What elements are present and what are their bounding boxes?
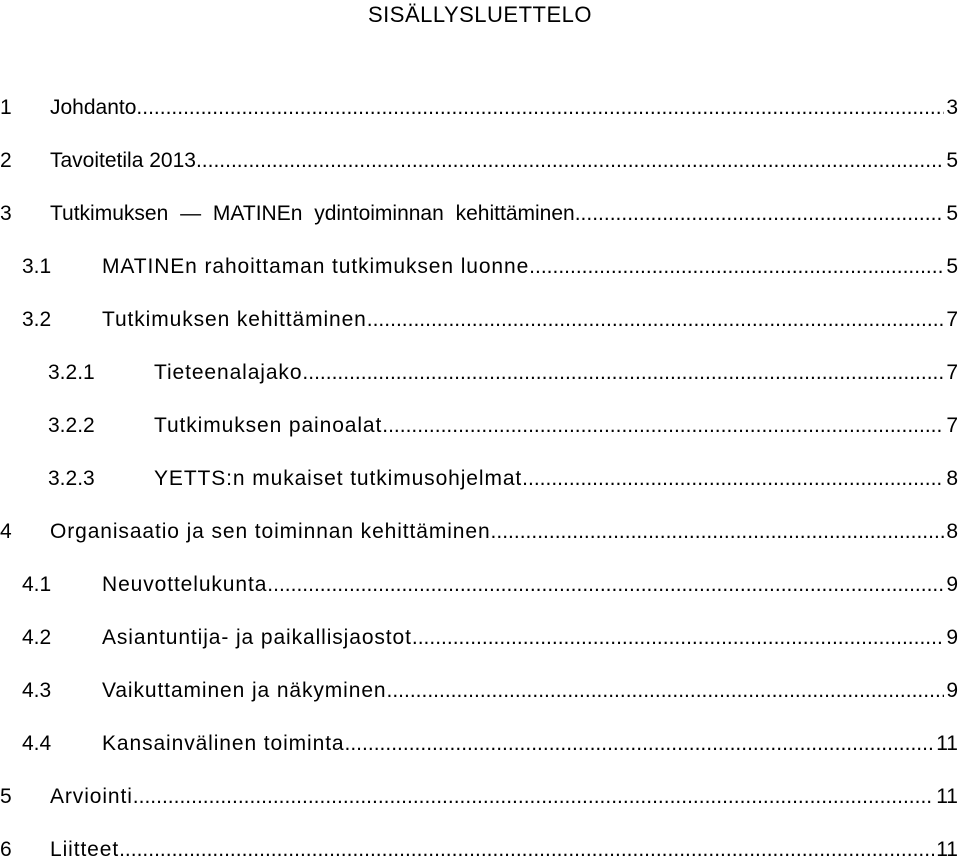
toc-entry-label: MATINEn rahoittaman tutkimuksen luonne [102, 255, 530, 278]
toc-entry-5[interactable] [0, 782, 958, 812]
toc-entry-number: 3.1 [22, 255, 52, 278]
toc-entry-page: 8 [946, 467, 958, 490]
toc-dot-leader [196, 146, 944, 176]
toc-entry-page: 9 [946, 626, 958, 649]
toc-entry-4-3[interactable] [0, 676, 958, 706]
toc-entry-3-2[interactable] [0, 305, 958, 335]
toc-entry-page: 7 [946, 308, 958, 331]
toc-entry-1[interactable] [0, 93, 958, 123]
toc-entry-label: Liitteet [50, 838, 120, 861]
toc-entry-page: 3 [946, 96, 958, 119]
toc-entry-3[interactable] [0, 199, 958, 229]
toc-entry-page: 11 [936, 732, 958, 755]
toc-entry-3-2-2[interactable] [0, 411, 958, 441]
toc-entry-page: 7 [946, 361, 958, 384]
toc-entry-label: Johdanto [50, 96, 137, 119]
toc-entry-number: 5 [0, 785, 12, 808]
toc-entry-4[interactable] [0, 517, 958, 547]
toc-entry-page: 5 [946, 202, 958, 225]
toc-entry-label: Asiantuntija- ja paikallisjaostot [102, 626, 412, 649]
toc-dot-leader [136, 93, 944, 123]
toc-dot-leader [119, 835, 934, 865]
toc-dot-leader [345, 729, 935, 759]
toc-entry-number: 3.2.1 [48, 361, 95, 384]
toc-dot-leader [529, 252, 944, 282]
toc-entry-page: 11 [936, 838, 958, 861]
toc-dot-leader [267, 570, 944, 600]
toc-entry-number: 4.4 [22, 732, 52, 755]
toc-entry-3-2-3[interactable] [0, 464, 958, 494]
toc-dot-leader [133, 782, 934, 812]
toc-dot-leader [491, 517, 945, 547]
toc-entry-label: Tutkimuksen — MATINEn ydintoiminnan kehittäminen [50, 202, 575, 225]
toc-entry-4-2[interactable] [0, 623, 958, 653]
toc-entry-4-4[interactable] [0, 729, 958, 759]
toc-entry-number: 2 [0, 149, 12, 172]
toc-entry-number: 3 [0, 202, 12, 225]
toc-entry-2[interactable] [0, 146, 958, 176]
toc-entry-4-1[interactable] [0, 570, 958, 600]
toc-dot-leader [382, 411, 944, 441]
toc-entry-number: 3.2.3 [48, 467, 95, 490]
toc-entry-label: Arviointi [50, 785, 133, 808]
toc-dot-leader [412, 623, 944, 653]
page-title: SISÄLLYSLUETTELO [367, 2, 592, 27]
toc-dot-leader [367, 305, 945, 335]
toc-entry-label: Organisaatio ja sen toiminnan kehittäminen [50, 520, 491, 543]
toc-entry-label: Tavoitetila 2013 [50, 149, 196, 172]
toc-entry-number: 3.2 [22, 308, 52, 331]
toc-entry-page: 11 [936, 785, 958, 808]
toc-dot-leader [387, 676, 945, 706]
toc-entry-label: Kansainvälinen toiminta [102, 732, 345, 755]
toc-dot-leader [522, 464, 944, 494]
toc-entry-label: Neuvottelukunta [102, 573, 268, 596]
toc-entry-number: 3.2.2 [48, 414, 95, 437]
toc-entry-6[interactable] [0, 835, 958, 865]
toc-entry-page: 5 [946, 255, 958, 278]
toc-entry-number: 6 [0, 838, 12, 861]
toc-entry-page: 8 [946, 520, 958, 543]
toc-entry-page: 9 [946, 573, 958, 596]
toc-entry-label: Vaikuttaminen ja näkyminen [102, 679, 387, 702]
toc-entry-label: Tieteenalajako [154, 361, 303, 384]
toc-entry-label: Tutkimuksen kehittäminen [102, 308, 367, 331]
toc-dot-leader [302, 358, 944, 388]
toc-entry-3-2-1[interactable] [0, 358, 958, 388]
toc-entry-3-1[interactable] [0, 252, 958, 282]
toc-entry-label: YETTS:n mukaiset tutkimusohjelmat [154, 467, 523, 490]
toc-dot-leader [575, 199, 945, 229]
toc-entry-number: 4 [0, 520, 12, 543]
toc-entry-number: 1 [0, 96, 12, 119]
toc-entry-number: 4.3 [22, 679, 52, 702]
toc-entry-page: 7 [946, 414, 958, 437]
toc-entry-page: 5 [946, 149, 958, 172]
toc-entry-label: Tutkimuksen painoalat [154, 414, 383, 437]
toc-entry-number: 4.1 [22, 573, 52, 596]
toc-entry-page: 9 [946, 679, 958, 702]
toc-entry-number: 4.2 [22, 626, 52, 649]
